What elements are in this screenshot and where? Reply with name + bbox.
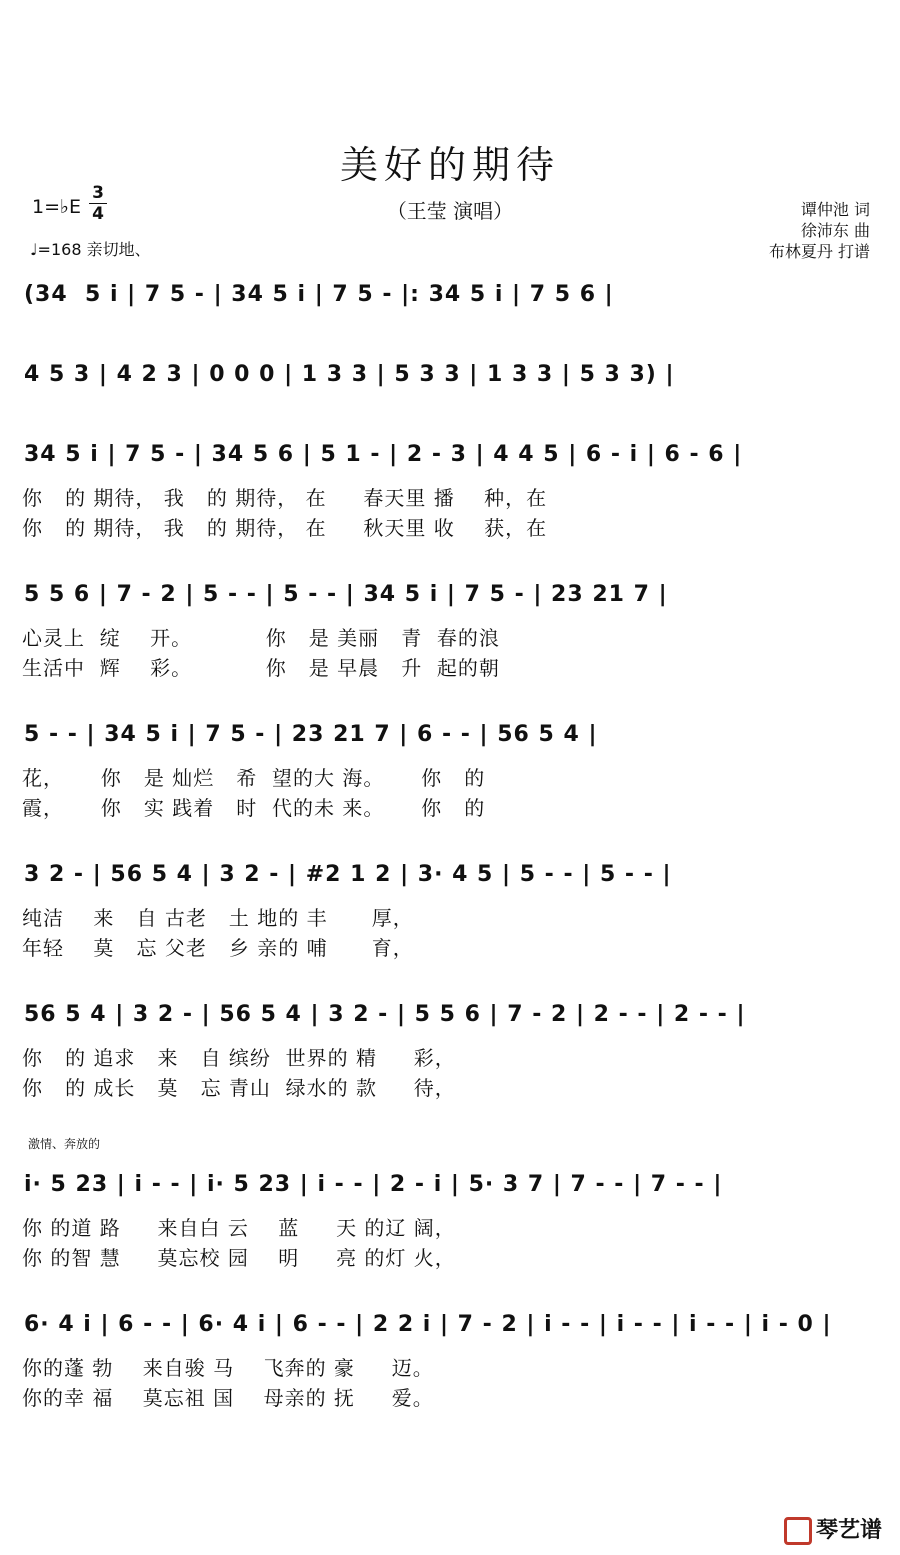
notation-text: 34 5 i | 7 5 - | 34 5 6 | 5 1 - | 2 - 3 | 4 4 5 | 6 - i | 6 - 6 | xyxy=(24,442,743,467)
key-signature: 1=♭E xyxy=(32,196,81,218)
lyric-text: 你 的 追求 来 自 缤纷 世界的 精 彩， xyxy=(22,1046,456,1070)
lyric-line xyxy=(0,1072,900,1101)
notation-text: 56 5 4 | 3 2 - | 56 5 4 | 3 2 - | 5 5 6 | 7 - 2 | 2 - - | 2 - - | xyxy=(24,1002,746,1027)
notation-row xyxy=(0,1312,900,1337)
lyric-text: 你 的道 路 来自白 云 蓝 天 的辽 阔， xyxy=(22,1216,456,1240)
notation-row xyxy=(0,362,900,387)
lyric-text: 你 的 期待， 我 的 期待， 在 秋天里 收 获，在 xyxy=(22,516,548,540)
notation-text: 3 2 - | 56 5 4 | 3 2 - | #2 1 2 | 3· 4 5 | 5 - - | 5 - - | xyxy=(24,862,672,887)
transcriber: 布林夏丹 打谱 xyxy=(768,242,870,261)
lyric-text: 心灵上 绽 开。 你 是 美丽 青 春的浪 xyxy=(22,626,500,650)
song-title: 美好的期待 xyxy=(339,143,560,187)
meter-top: 3 xyxy=(92,183,104,203)
lyric-text: 你 的智 慧 莫忘校 园 明 亮 的灯 火， xyxy=(22,1246,456,1270)
meter-bottom: 4 xyxy=(92,204,104,224)
lyric-line xyxy=(0,1382,900,1411)
performer: （王莹 演唱） xyxy=(386,199,514,223)
notation-row xyxy=(0,442,900,467)
lyric-text: 霞， 你 实 践着 时 代的未 来。 你 的 xyxy=(22,796,486,820)
lyric-line xyxy=(0,932,900,961)
lyric-text: 年轻 莫 忘 父老 乡 亲的 哺 育， xyxy=(22,936,414,960)
lyric-text: 你 的 成长 莫 忘 青山 绿水的 款 待， xyxy=(22,1076,456,1100)
notation-row xyxy=(0,722,900,747)
lyric-line xyxy=(0,622,900,651)
lyric-text: 你的蓬 勃 来自骏 马 飞奔的 豪 迈。 xyxy=(22,1356,434,1380)
logo-text: 琴艺谱 xyxy=(815,1518,882,1543)
lyric-line xyxy=(0,1212,900,1241)
notation-row xyxy=(0,282,900,307)
lyric-line xyxy=(0,652,900,681)
notation-row xyxy=(0,1002,900,1027)
notation-text: (34 5 i | 7 5 - | 34 5 i | 7 5 - |: 34 5 i | 7 5 6 | xyxy=(24,282,614,307)
lyric-text: 生活中 辉 彩。 你 是 早晨 升 起的朝 xyxy=(22,656,500,680)
lyricist: 谭仲池 词 xyxy=(800,200,870,219)
notation-row xyxy=(0,1172,900,1197)
tempo-marking: ♩=168 亲切地、 xyxy=(30,240,151,259)
expression-mark: 激情、奔放的 xyxy=(28,1137,101,1151)
lyric-text: 你的幸 福 莫忘祖 国 母亲的 抚 爱。 xyxy=(22,1386,434,1410)
lyric-text: 纯洁 来 自 古老 土 地的 丰 厚， xyxy=(22,906,414,930)
notation-text: 4 5 3 | 4 2 3 | 0 0 0 | 1 3 3 | 5 3 3 | 1 3 3 | 5 3 3) | xyxy=(24,362,675,387)
notation-text: i· 5 23 | i - - | i· 5 23 | i - - | 2 - i | 5· 3 7 | 7 - - | 7 - - | xyxy=(24,1172,723,1197)
lyric-line xyxy=(0,1242,900,1271)
lyric-line xyxy=(0,1352,900,1381)
lyric-line xyxy=(0,792,900,821)
notation-text: 5 - - | 34 5 i | 7 5 - | 23 21 7 | 6 - - | 56 5 4 | xyxy=(24,722,598,747)
lyric-line xyxy=(0,482,900,511)
lyric-line xyxy=(0,1042,900,1071)
notation-text: 6· 4 i | 6 - - | 6· 4 i | 6 - - | 2 2 i | 7 - 2 | i - - | i - - | i - - | i - 0 | xyxy=(24,1312,832,1337)
logo-icon xyxy=(784,1517,812,1545)
lyric-text: 你 的 期待， 我 的 期待， 在 春天里 播 种，在 xyxy=(22,486,548,510)
lyric-line xyxy=(0,512,900,541)
lyric-line xyxy=(0,902,900,931)
notation-row xyxy=(0,862,900,887)
lyric-text: 花， 你 是 灿烂 希 望的大 海。 你 的 xyxy=(22,766,486,790)
notation-row xyxy=(0,582,900,607)
lyric-line xyxy=(0,762,900,791)
time-signature xyxy=(86,183,110,224)
composer: 徐沛东 曲 xyxy=(800,221,870,240)
notation-text: 5 5 6 | 7 - 2 | 5 - - | 5 - - | 34 5 i | 7 5 - | 23 21 7 | xyxy=(24,582,668,607)
site-logo xyxy=(784,1513,882,1545)
